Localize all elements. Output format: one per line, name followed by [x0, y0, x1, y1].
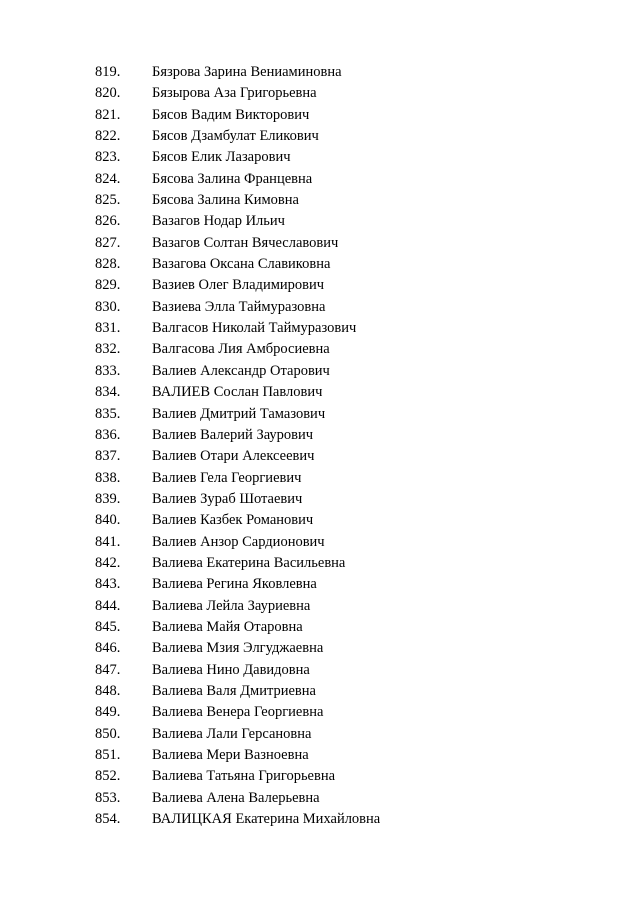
person-name: Валиев Казбек Романович	[152, 512, 314, 529]
person-name: Валиева Татьяна Григорьевна	[152, 768, 336, 785]
list-item	[0, 809, 640, 830]
list-item	[0, 211, 640, 232]
item-number: 838.	[95, 469, 121, 486]
list-item	[0, 489, 640, 510]
list-item	[0, 318, 640, 339]
item-number: 824.	[95, 170, 121, 187]
list-item	[0, 339, 640, 360]
person-name: Бясова Залина Кимовна	[152, 192, 299, 209]
list-item	[0, 297, 640, 318]
list-item	[0, 617, 640, 638]
person-name: Валгасов Николай Таймуразович	[152, 320, 357, 337]
item-number: 854.	[95, 811, 121, 828]
item-number: 822.	[95, 128, 121, 145]
list-item	[0, 596, 640, 617]
item-number: 847.	[95, 661, 121, 678]
item-number: 853.	[95, 789, 121, 806]
list-item	[0, 702, 640, 723]
person-name: Валиева Лали Герсановна	[152, 725, 312, 742]
item-number: 839.	[95, 490, 121, 507]
person-name: ВАЛИЦКАЯ Екатерина Михайловна	[152, 811, 381, 828]
person-name: Вазиева Элла Таймуразовна	[152, 298, 326, 315]
person-name: Валиев Отари Алексеевич	[152, 448, 315, 465]
item-number: 836.	[95, 426, 121, 443]
list-item	[0, 254, 640, 275]
item-number: 821.	[95, 106, 121, 123]
item-number: 827.	[95, 234, 121, 251]
person-name: Вазагова Оксана Славиковна	[152, 256, 331, 273]
person-name: Бясов Вадим Викторович	[152, 106, 310, 123]
item-number: 851.	[95, 747, 121, 763]
list-item	[0, 382, 640, 403]
list-item	[0, 275, 640, 296]
item-number: 823.	[95, 149, 121, 166]
person-name: Валиев Анзор Сардионович	[152, 533, 325, 550]
list-item	[0, 62, 640, 83]
person-name: Валиева Мзия Элгуджаевна	[152, 640, 324, 657]
list-item	[0, 724, 640, 745]
person-name: Валиев Валерий Заурович	[152, 426, 314, 443]
list-item	[0, 361, 640, 382]
person-name: Валиева Екатерина Васильевна	[152, 554, 346, 571]
person-name: Валиева Регина Яковлевна	[152, 576, 317, 593]
list-item	[0, 532, 640, 553]
item-number: 820.	[95, 85, 121, 102]
item-number: 840.	[95, 512, 121, 529]
person-list	[0, 62, 640, 830]
person-name: Валиева Валя Дмитриевна	[152, 682, 316, 699]
person-name: Валиева Мери Вазноевна	[152, 747, 309, 763]
person-name: Бязрова Зарина Вениаминовна	[152, 64, 342, 80]
item-number: 834.	[95, 384, 121, 401]
list-item	[0, 553, 640, 574]
item-number: 841.	[95, 533, 121, 550]
list-item	[0, 126, 640, 147]
list-item	[0, 681, 640, 702]
item-number: 850.	[95, 725, 121, 742]
person-name: Вазагов Солтан Вячеславович	[152, 234, 339, 251]
person-name: Валиева Нино Давидовна	[152, 661, 310, 678]
person-name: Бясов Дзамбулат Еликович	[152, 128, 319, 145]
person-name: Валиева Майя Отаровна	[152, 618, 303, 635]
item-number: 833.	[95, 362, 121, 379]
person-name: Бясова Залина Францевна	[152, 170, 313, 187]
item-number: 845.	[95, 618, 121, 635]
item-number: 819.	[95, 64, 121, 80]
item-number: 852.	[95, 768, 121, 785]
list-item	[0, 83, 640, 104]
list-item	[0, 147, 640, 168]
list-item	[0, 190, 640, 211]
item-number: 832.	[95, 341, 121, 358]
list-item	[0, 574, 640, 595]
item-number: 831.	[95, 320, 121, 337]
person-name: Валиева Алена Валерьевна	[152, 789, 320, 806]
item-number: 846.	[95, 640, 121, 657]
item-number: 837.	[95, 448, 121, 465]
list-item	[0, 788, 640, 809]
person-name: Вазагов Нодар Ильич	[152, 213, 285, 230]
person-name: Валиев Зураб Шотаевич	[152, 490, 303, 507]
item-number: 828.	[95, 256, 121, 273]
list-item	[0, 638, 640, 659]
list-item	[0, 105, 640, 126]
item-number: 848.	[95, 682, 121, 699]
list-item	[0, 425, 640, 446]
list-item	[0, 766, 640, 787]
item-number: 835.	[95, 405, 121, 422]
item-number: 830.	[95, 298, 121, 315]
list-item	[0, 404, 640, 425]
person-name: Валиев Гела Георгиевич	[152, 469, 302, 486]
list-item	[0, 510, 640, 531]
person-name: Бясов Елик Лазарович	[152, 149, 291, 166]
item-number: 842.	[95, 554, 121, 571]
item-number: 844.	[95, 597, 121, 614]
person-name: Валиева Лейла Зауриевна	[152, 597, 311, 614]
person-name: ВАЛИЕВ Сослан Павлович	[152, 384, 323, 401]
person-name: Валиев Александр Отарович	[152, 362, 330, 379]
list-item	[0, 745, 640, 766]
person-name: Валиев Дмитрий Тамазович	[152, 405, 326, 422]
person-name: Бязырова Аза Григорьевна	[152, 85, 317, 102]
list-item	[0, 660, 640, 681]
item-number: 849.	[95, 704, 121, 721]
item-number: 825.	[95, 192, 121, 209]
person-name: Вазиев Олег Владимирович	[152, 277, 325, 294]
list-item	[0, 468, 640, 489]
item-number: 826.	[95, 213, 121, 230]
person-name: Валиева Венера Георгиевна	[152, 704, 324, 721]
person-name: Валгасова Лия Амбросиевна	[152, 341, 330, 358]
list-item	[0, 446, 640, 467]
item-number: 843.	[95, 576, 121, 593]
item-number: 829.	[95, 277, 121, 294]
list-item	[0, 169, 640, 190]
list-item	[0, 233, 640, 254]
